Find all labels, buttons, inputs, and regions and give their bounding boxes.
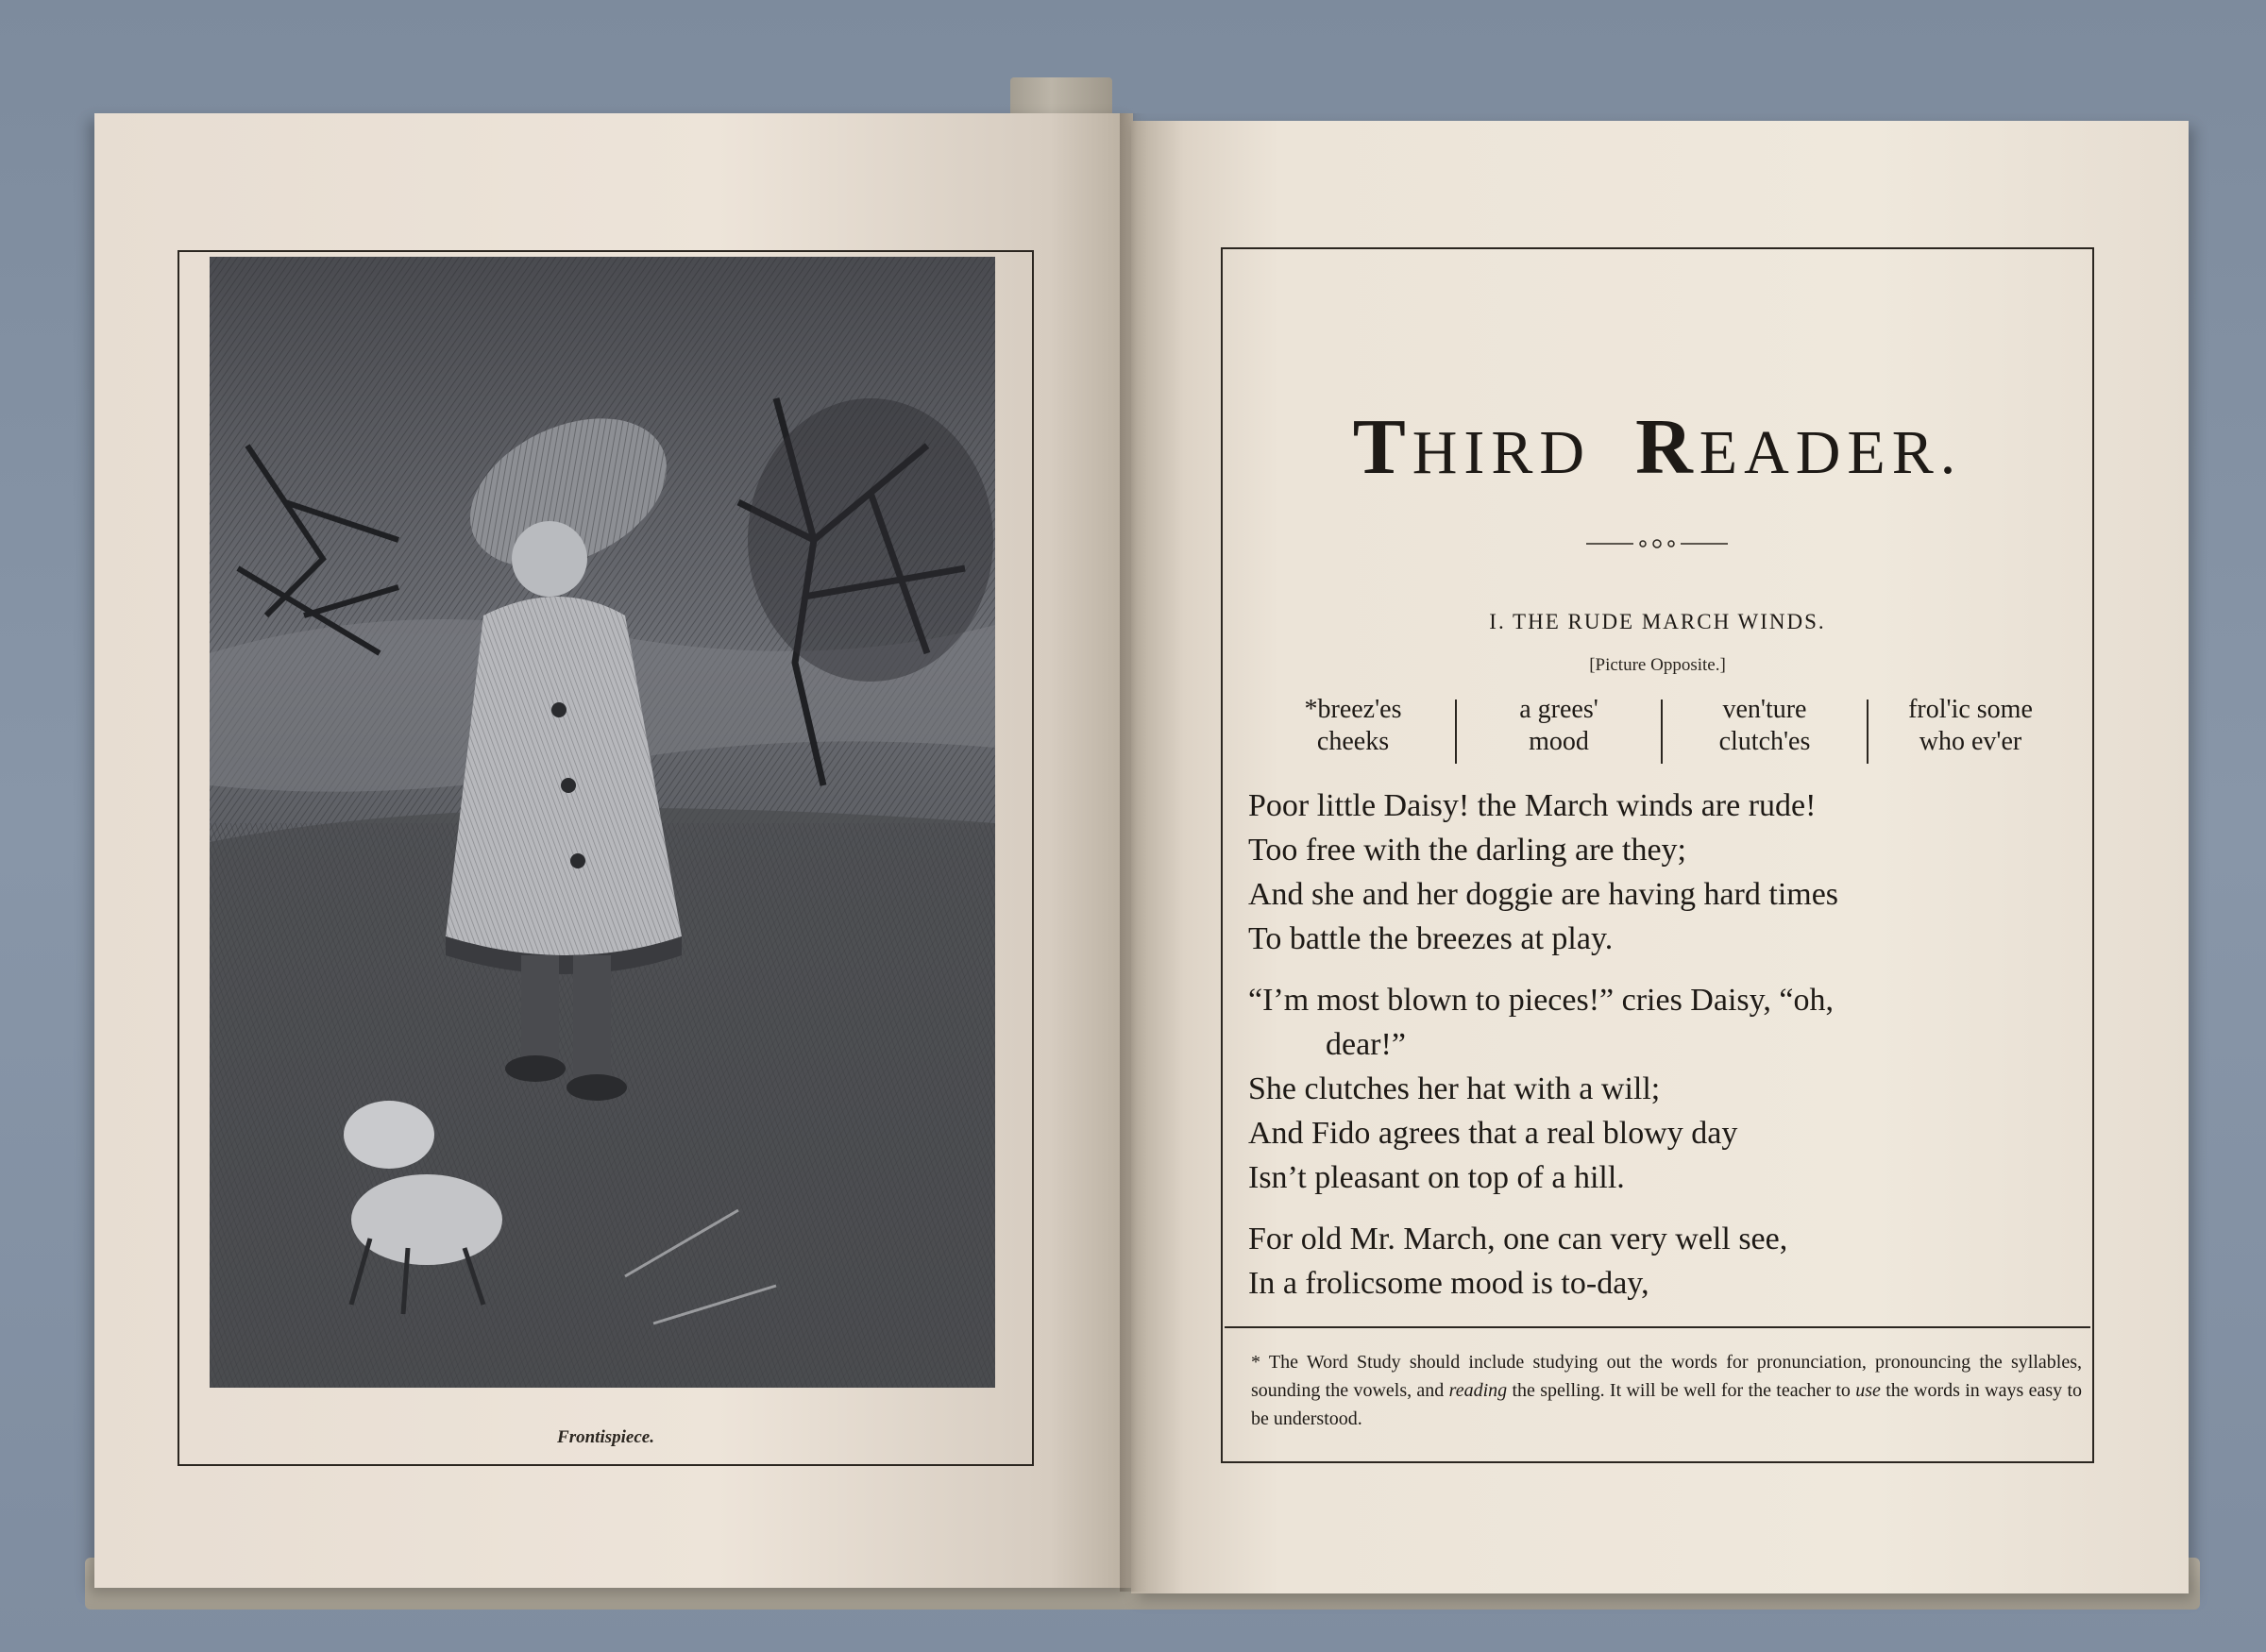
frontispiece-caption: Frontispiece. — [557, 1427, 654, 1447]
poem-line: Poor little Daisy! the March winds are rude! — [1248, 788, 1817, 823]
word-study-word: *breez'es — [1304, 695, 1402, 724]
word-study-column — [1663, 694, 1867, 769]
engraving-illustration-icon — [210, 257, 995, 1388]
poem-line: To battle the breezes at play. — [1248, 921, 1614, 956]
word-study-column — [1869, 694, 2072, 769]
word-study-word: a grees' — [1519, 695, 1598, 724]
word-study-word: mood — [1529, 727, 1589, 756]
poem-line: dear!” — [1326, 1027, 1406, 1062]
word-study-word: who ev'er — [1919, 727, 2022, 756]
poem-line: And Fido agrees that a real blowy day — [1248, 1116, 1738, 1151]
frontispiece-engraving — [210, 257, 995, 1388]
title-word-third: HIRD — [1412, 418, 1592, 487]
poem-stanza — [1248, 784, 2079, 961]
poem-line: She clutches her hat with a will; — [1248, 1071, 1661, 1106]
book-gutter — [1120, 113, 1148, 1592]
word-study-word: frol'ic some — [1908, 695, 2033, 724]
word-study-word: ven'ture — [1722, 695, 1807, 724]
title-initial-r: R — [1635, 403, 1700, 491]
footnote — [1251, 1348, 2082, 1433]
poem-stanza — [1248, 1217, 2079, 1306]
title-word-reader: EADER. — [1699, 418, 1963, 487]
poem-stanza — [1248, 978, 2079, 1200]
footnote-rule — [1225, 1326, 2090, 1328]
poem-line: In a frolicsome mood is to-day, — [1248, 1266, 1649, 1301]
word-study-column — [1457, 694, 1661, 769]
poem-line: Too free with the darling are they; — [1248, 833, 1686, 868]
footnote-text: * The Word Study should include studying out the words for pronunciation, pronouncing the syllables, sounding the vowels, and — [1251, 1352, 2082, 1401]
lesson-title: I. THE RUDE MARCH WINDS. — [1489, 610, 1826, 633]
footnote-emphasis: use — [1855, 1380, 1881, 1401]
picture-note: [Picture Opposite.] — [1589, 655, 1726, 675]
word-study-column — [1251, 694, 1455, 769]
title-initial-t: T — [1352, 403, 1412, 491]
word-study-word: clutch'es — [1718, 727, 1811, 756]
word-study-table — [1251, 694, 2072, 769]
poem-line: “I’m most blown to pieces!” cries Daisy, “oh, — [1248, 983, 1835, 1018]
poem-line: And she and her doggie are having hard times — [1248, 877, 1839, 912]
poem — [1248, 784, 2079, 1323]
footnote-text: the words in ways easy to be understood. — [1251, 1380, 2082, 1429]
footnote-text: the spelling. It will be well for the teacher to — [1507, 1380, 1856, 1401]
ornament-divider-icon — [1586, 535, 1728, 552]
poem-line: For old Mr. March, one can very well see, — [1248, 1222, 1788, 1256]
page-title — [1221, 401, 2094, 493]
poem-line: Isn’t pleasant on top of a hill. — [1248, 1160, 1625, 1195]
word-study-word: cheeks — [1316, 727, 1390, 756]
footnote-emphasis: reading — [1448, 1380, 1508, 1401]
